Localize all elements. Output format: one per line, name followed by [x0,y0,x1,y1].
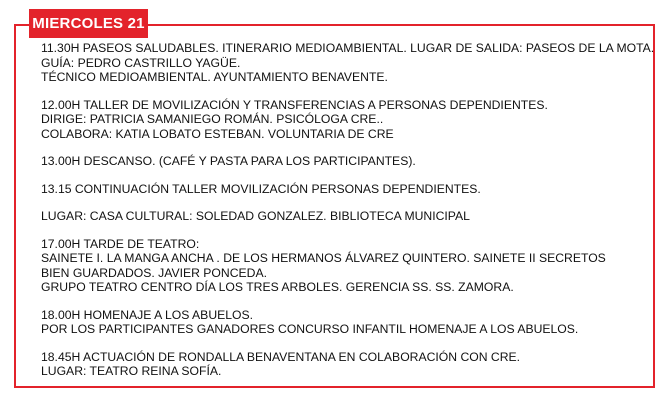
program-line: 11.30H PASEOS SALUDABLES. ITINERARIO MEDIOAMBIENTAL. LUGAR DE SALIDA: PASEOS DE LA MOTA. [41,41,655,55]
program-line: GUÍA: PEDRO CASTRILLO YAGÜE. [41,55,241,70]
program-line: TÉCNICO MEDIOAMBIENTAL. AYUNTAMIENTO BENAVENTE. [41,70,388,84]
program-line: BIEN GUARDADOS. JAVIER PONCEDA. [41,265,267,280]
program-block-rondalla [41,350,651,379]
program-line: COLABORA: KATIA LOBATO ESTEBAN. VOLUNTARIA DE CRE [41,126,394,141]
program-block-tribute [41,308,651,337]
program-line: 13.15 CONTINUACIÓN TALLER MOVILIZACIÓN PERSONAS DEPENDIENTES. [41,181,481,196]
day-header-tab: MIERCOLES 21 [29,9,148,38]
program-line: 18.45H ACTUACIÓN DE RONDALLA BENAVENTANA EN COLABORACIÓN CON CRE. [41,349,521,364]
program-block-walk [41,41,655,85]
program-block-theatre [41,237,651,295]
program-block-workshop [41,98,651,142]
program-line: LUGAR: TEATRO REINA SOFÍA. [41,364,222,378]
program-line: POR LOS PARTICIPANTES GANADORES CONCURSO INFANTIL HOMENAJE A LOS ABUELOS. [41,322,579,336]
program-line: 12.00H TALLER DE MOVILIZACIÓN Y TRANSFERENCIAS A PERSONAS DEPENDIENTES. [41,97,548,112]
program-block-continuation [41,182,651,197]
program-block-venue [41,209,651,224]
program-line: 13.00H DESCANSO. (CAFÉ Y PASTA PARA LOS PARTICIPANTES). [41,154,416,168]
program-line: GRUPO TEATRO CENTRO DÍA LOS TRES ARBOLES. GERENCIA SS. SS. ZAMORA. [41,280,514,294]
program-line: DIRIGE: PATRICIA SAMANIEGO ROMÁN. PSICÓLOGA CRE.. [41,112,384,126]
program-line: LUGAR: CASA CULTURAL: SOLEDAD GONZALEZ. BIBLIOTECA MUNICIPAL [41,209,470,223]
program-line: 18.00H HOMENAJE A LOS ABUELOS. [41,307,254,322]
program-line: 17.00H TARDE DE TEATRO: [41,236,200,251]
program-block-break [41,154,651,169]
program-content [41,41,655,392]
program-line: SAINETE I. LA MANGA ANCHA . DE LOS HERMANOS ÁLVAREZ QUINTERO. SAINETE II SECRETOS [41,251,606,265]
